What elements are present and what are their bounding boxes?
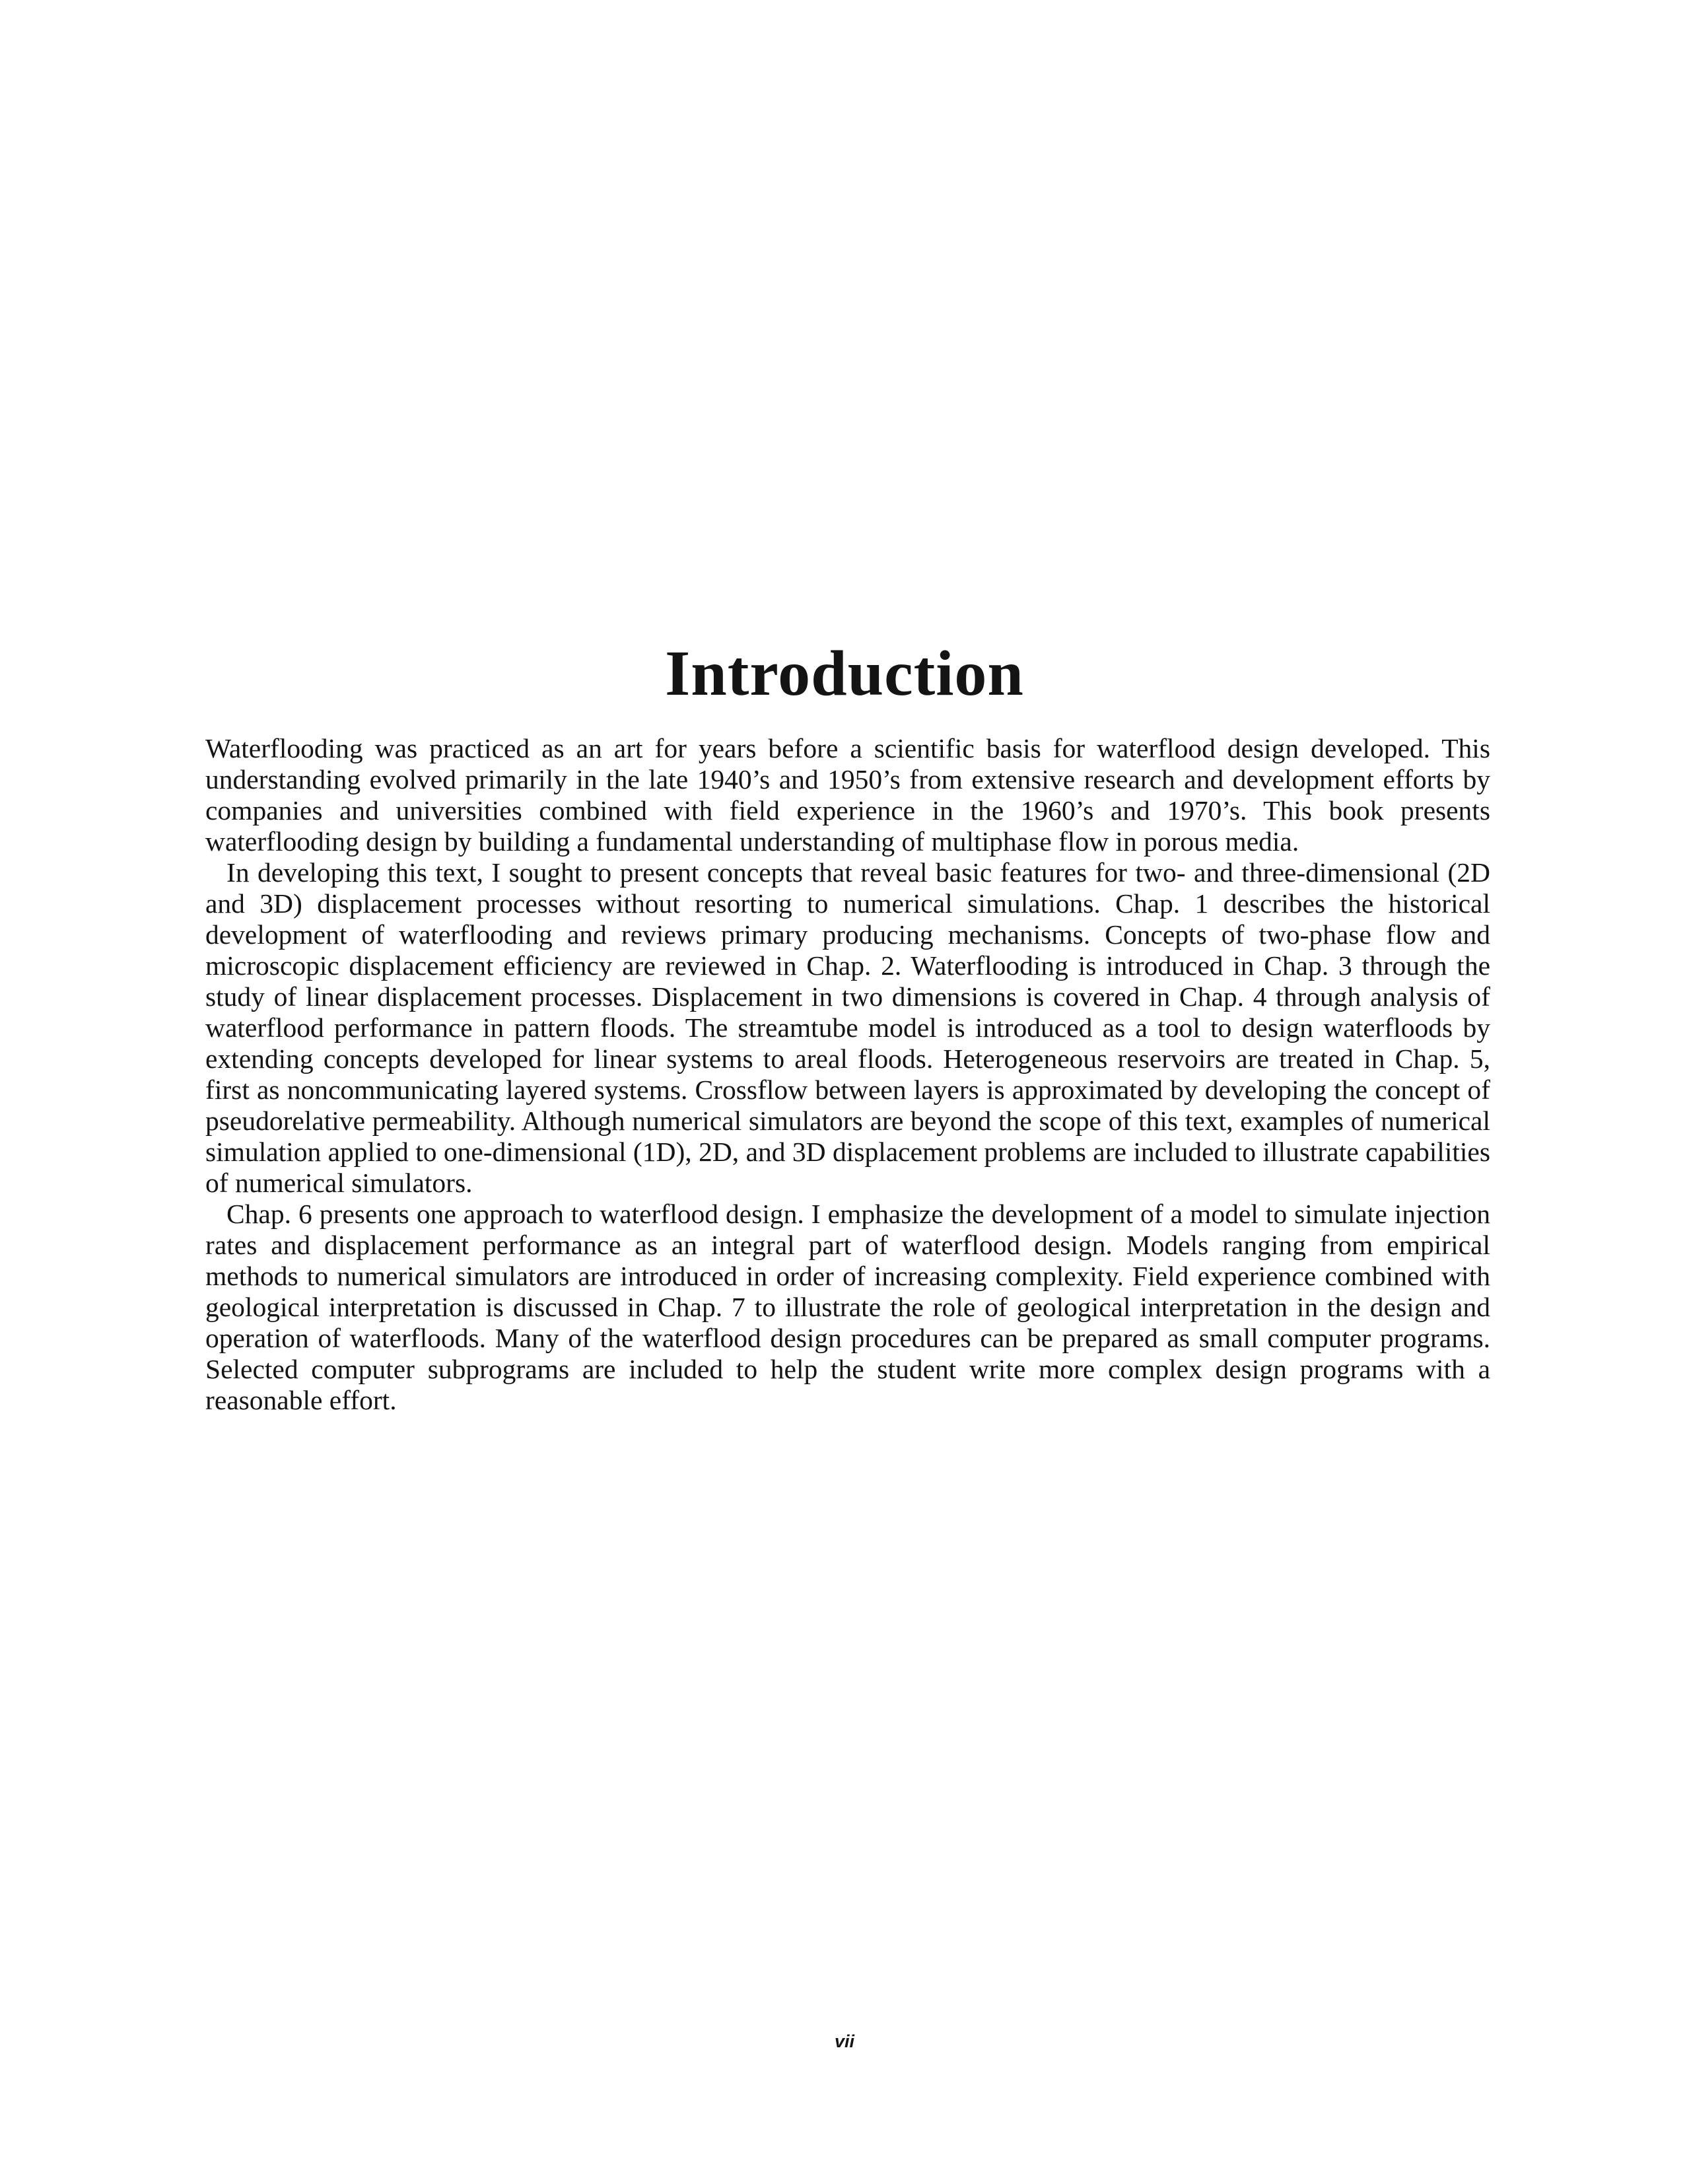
paragraph-2: In developing this text, I sought to present concepts that reveal basic features for two- and three-dimensional (2D and 3D) displacement processes without resorting to numerical simulations. Chap. 1 describes the historical development of waterflooding and reviews primary producing mechanisms. Concepts of two-phase flow and microscopic displacement efficiency are reviewed in Chap. 2. Waterflooding is introduced in Chap. 3 through the study of linear displacement processes. Displacement in two dimensions is covered in Chap. 4 through analysis of waterflood performance in pattern floods. The streamtube model is introduced as a tool to design waterfloods by extending concepts developed for linear systems to areal floods. Heterogeneous reservoirs are treated in Chap. 5, first as noncommunicating layered systems. Crossflow between layers is approximated by developing the concept of pseudorelative permeability. Although numerical simulators are beyond the scope of this text, examples of numerical simulation applied to one-dimensional (1D), 2D, and 3D displacement problems are included to illustrate capabilities of numerical simulators.	[205, 857, 1490, 1198]
paragraph-3: Chap. 6 presents one approach to waterflood design. I emphasize the development of a model to simulate injection rates and displacement performance as an integral part of waterflood design. Models ranging from empirical methods to numerical simulators are introduced in order of increasing complexity. Field experience combined with geological interpretation is discussed in Chap. 7 to illustrate the role of geological interpretation in the design and operation of waterfloods. Many of the waterflood design procedures can be prepared as small computer programs. Selected computer subprograms are included to help the student write more complex design programs with a reasonable effort.	[205, 1199, 1490, 1415]
page-title: Introduction	[665, 638, 1024, 709]
paragraph-1: Waterflooding was practiced as an art for years before a scientific basis for waterflood design developed. This understanding evolved primarily in the late 1940’s and 1950’s from extensive research and development efforts by companies and universities combined with field experience in the 1960’s and 1970’s. This book presents waterflooding design by building a fundamental understanding of multiphase flow in porous media.	[205, 733, 1490, 857]
page-number: vii	[834, 2031, 855, 2051]
introduction-body	[205, 733, 1490, 1416]
